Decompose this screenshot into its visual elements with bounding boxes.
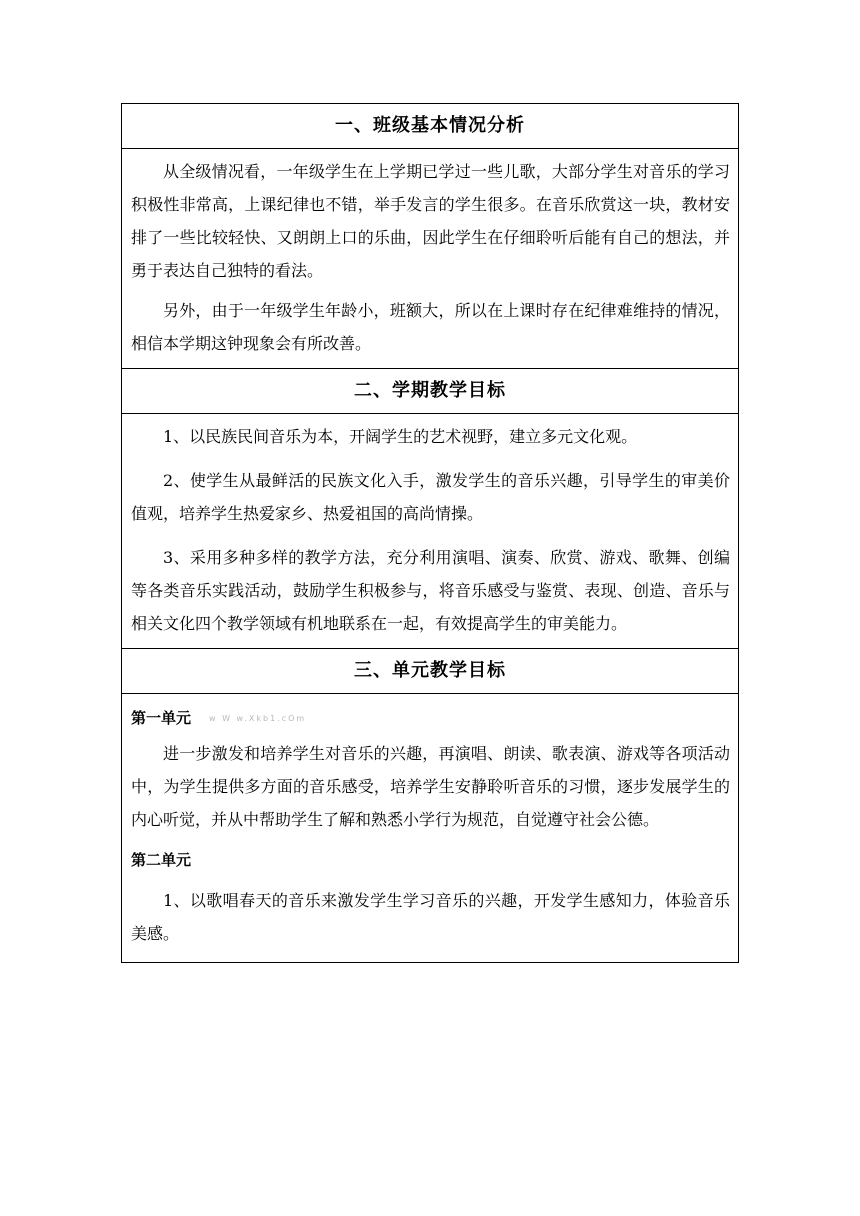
- section-3-body: [122, 694, 739, 963]
- lesson-plan-table: [121, 103, 739, 963]
- section-1-body: [122, 149, 739, 369]
- watermark-text: w W w.Xkb1.cOm: [209, 713, 307, 723]
- section-2-body: [122, 414, 739, 649]
- goal-item: 1、以民族民间音乐为本，开阔学生的艺术视野，建立多元文化观。: [163, 427, 638, 446]
- unit-block: [131, 700, 730, 836]
- unit-block: [131, 842, 730, 950]
- class-analysis-paragraph: 另外，由于一年级学生年龄小，班额大，所以在上课时存在纪律难维持的情况，相信本学期这钟现象会有所改善。: [131, 301, 730, 353]
- unit-heading: [131, 700, 730, 737]
- unit-heading-text: 第一单元: [131, 709, 192, 727]
- unit-text: 进一步激发和培养学生对音乐的兴趣，再演唱、朗读、歌表演、游戏等各项活动中，为学生提供多方面的音乐感受，培养学生安静聆听音乐的习惯，逐步发展学生的内心听觉，并从中帮助学生了解和熟悉小学行为规范，自觉遵守社会公德。: [131, 743, 730, 829]
- unit-heading: 第二单元: [131, 850, 192, 869]
- unit-text: 1、以歌唱春天的音乐来激发学生学习音乐的兴趣，开发学生感知力，体验音乐美感。: [131, 890, 730, 943]
- goal-item: 3、采用多种多样的教学方法，充分利用演唱、演奏、欣赏、游戏、歌舞、创编等各类音乐实践活动，鼓励学生积极参与，将音乐感受与鉴赏、表现、创造、音乐与相关文化四个教学领域有机地联系在一起，有效提高学生的审美能力。: [131, 548, 730, 633]
- section-2-title: 二、学期教学目标: [122, 369, 739, 414]
- section-1-title: 一、班级基本情况分析: [122, 104, 739, 149]
- class-analysis-paragraph: 从全级情况看，一年级学生在上学期已学过一些儿歌，大部分学生对音乐的学习积极性非常高，上课纪律也不错，举手发言的学生很多。在音乐欣赏这一块，教材安排了一些比较轻快、又朗朗上口的乐曲，因此学生在仔细聆听后能有自己的想法，并勇于表达自己独特的看法。: [131, 162, 730, 280]
- goal-item: 2、使学生从最鲜活的民族文化入手，激发学生的音乐兴趣，引导学生的审美价值观，培养学生热爱家乡、热爱祖国的高尚情操。: [131, 471, 730, 523]
- section-3-title: 三、单元教学目标: [122, 649, 739, 694]
